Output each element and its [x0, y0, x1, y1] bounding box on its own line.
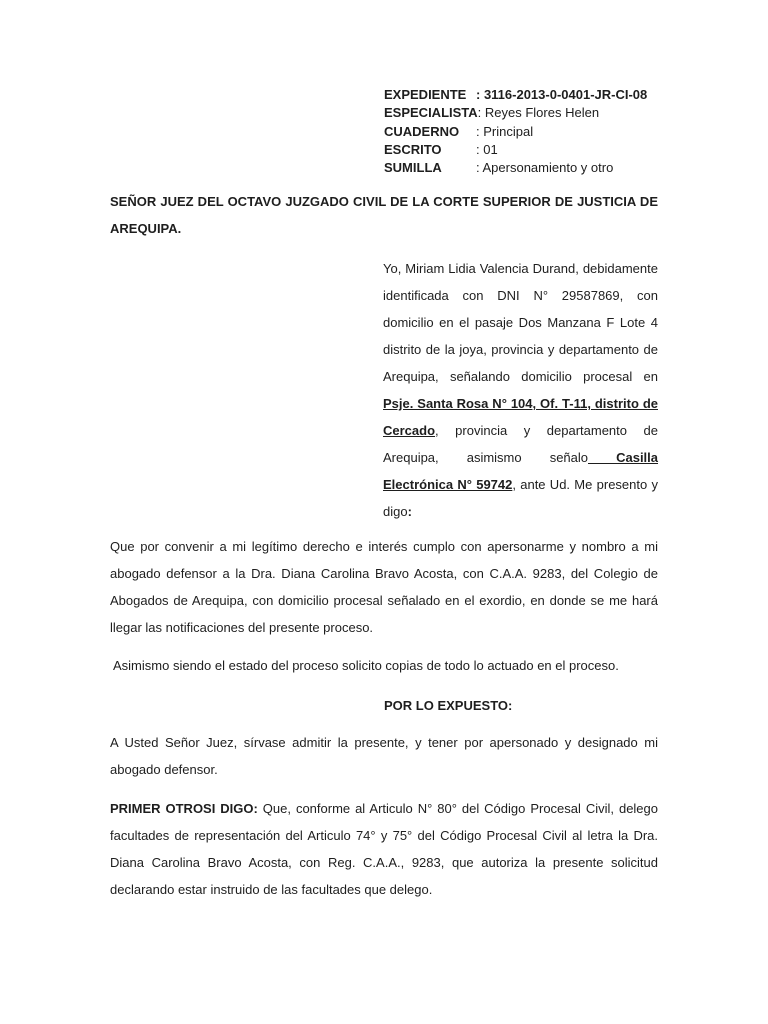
header-row-sumilla [384, 159, 684, 177]
paragraph-request: A Usted Señor Juez, sírvase admitir la presente, y tener por apersonado y designado mi abogado defensor. [110, 735, 658, 777]
procedural-address: Psje. Santa Rosa N° 104, Of. T-11, distrito de Cercado [383, 396, 658, 438]
cuaderno-label: CUADERNO [384, 123, 460, 139]
expediente-label: EXPEDIENTE [384, 87, 467, 102]
sumilla-label: SUMILLA [384, 160, 442, 176]
section-heading: POR LO EXPUESTO: [384, 698, 513, 713]
header-row-escrito [384, 141, 684, 159]
intro-text-2: , provincia y departamento de Arequipa, asimismo señalo [383, 423, 658, 465]
escrito-label: ESCRITO [384, 141, 442, 157]
header-row-cuaderno [384, 123, 684, 141]
paragraph-otrosi [110, 795, 658, 903]
expediente-value: : 3116-2013-0-0401-JR-CI-08 [476, 87, 648, 102]
otrosi-text: Que, conforme al Articulo N° 80° del Código Procesal Civil, delego facultades de representación del Articulo 74° y 75° del Código Procesal Civil al letra la Dra. Diana Carolina Bravo Acosta, con Reg. C.A.A., 9283, que autoriza la presente solicitud declarando estar instruido de las facultades que delego. [110, 801, 658, 897]
otrosi-label: PRIMER OTROSI DIGO: [110, 801, 258, 816]
especialista-label: ESPECIALISTA [384, 105, 478, 121]
sumilla-value: : Apersonamiento y otro [476, 160, 614, 176]
paragraph-copies-request: Asimismo siendo el estado del proceso solicito copias de todo lo actuado en el proceso. [113, 658, 619, 673]
cuaderno-value: : Principal [476, 123, 534, 139]
especialista-value: : Reyes Flores Helen [477, 105, 600, 121]
header-row-especialista [384, 104, 684, 122]
escrito-value: : 01 [476, 141, 498, 157]
intro-text-1: Yo, Miriam Lidia Valencia Durand, debidamente identificada con DNI N° 29587869, con domicilio en el pasaje Dos Manzana F Lote 4 distrito de la joya, provincia y departamento de Arequipa, señalando domicilio procesal en [383, 261, 658, 384]
header-row-expediente [384, 86, 684, 104]
case-header [384, 86, 684, 177]
intro-text-3: , ante Ud. Me presento y digo [383, 477, 658, 519]
petitioner-introduction [383, 255, 658, 525]
electronic-mailbox: Casilla Electrónica N° 59742 [383, 450, 659, 492]
intro-colon: : [407, 504, 412, 519]
judge-greeting: SEÑOR JUEZ DEL OCTAVO JUZGADO CIVIL DE LA CORTE SUPERIOR DE JUSTICIA DE AREQUIPA. [110, 194, 658, 236]
paragraph-appointment: Que por convenir a mi legítimo derecho e interés cumplo con apersonarme y nombro a mi abogado defensor a la Dra. Diana Carolina Bravo Acosta, con C.A.A. 9283, del Colegio de Abogados de Arequipa, con domicilio procesal señalado en el exordio, en donde se me hará llegar las notificaciones del presente proceso. [110, 539, 658, 635]
